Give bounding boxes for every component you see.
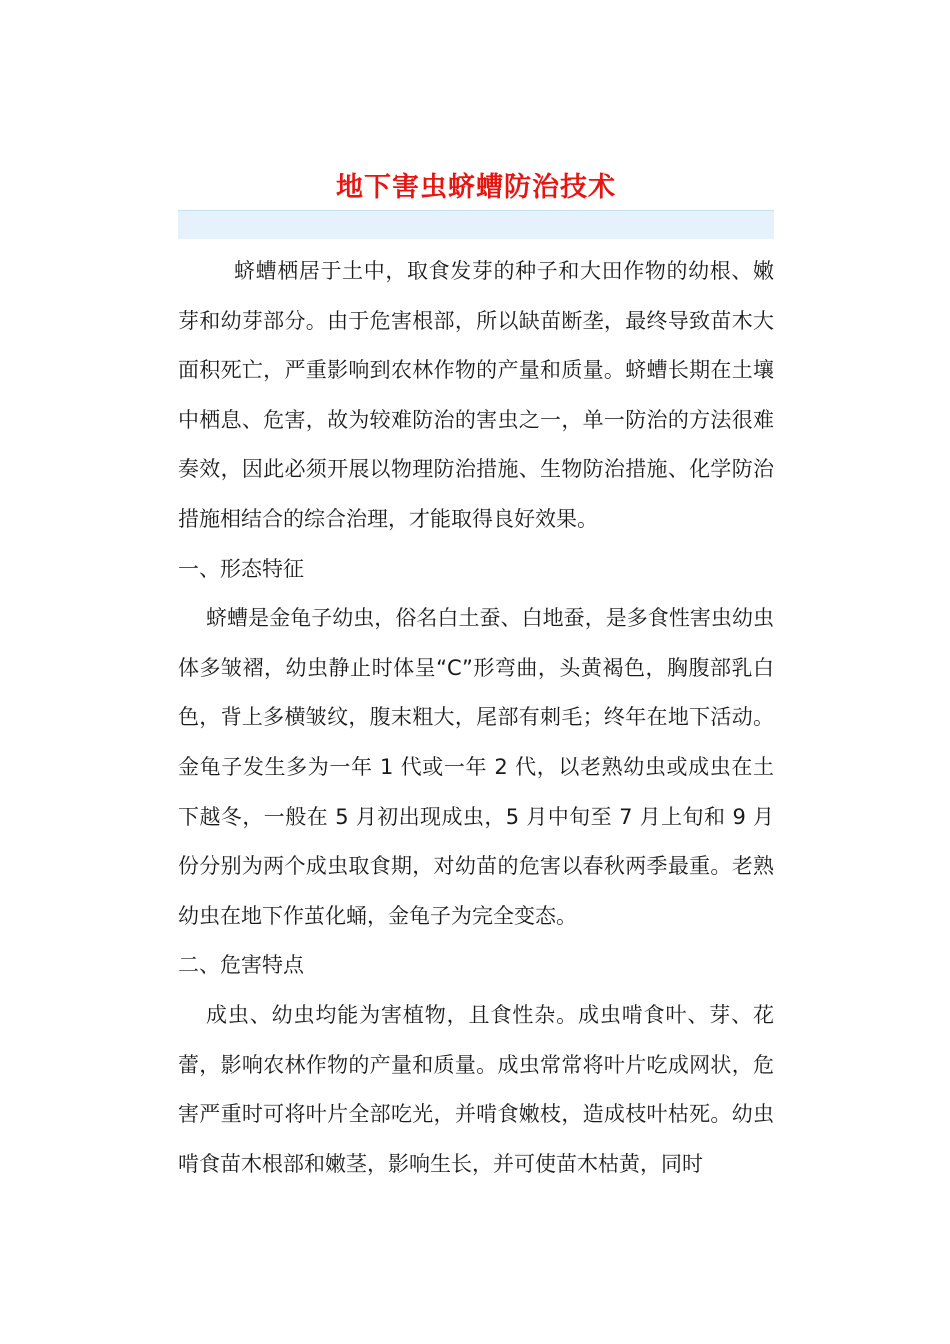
document-page [178, 168, 774, 1189]
document-title: 地下害虫蛴螬防治技术 [336, 172, 616, 203]
intro-paragraph: 蛴螬栖居于土中，取食发芽的种子和大田作物的幼根、嫩芽和幼芽部分。由于危害根部，所以缺苗断垄，最终导致苗木大面积死亡，严重影响到农林作物的产量和质量。蛴螬长期在土壤中栖息、危害，故为较难防治的害虫之一，单一防治的方法很难奏效，因此必须开展以物理防治措施、生物防治措施、化学防治措施相结合的综合治理，才能取得良好效果。 [178, 259, 774, 531]
document-body [178, 247, 774, 1189]
section-heading-damage: 二、危害特点 [178, 953, 304, 978]
title-underline-band [178, 210, 774, 239]
damage-paragraph: 成虫、幼虫均能为害植物，且食性杂。成虫啃食叶、芽、花蕾，影响农林作物的产量和质量。成虫常常将叶片吃成网状，危害严重时可将叶片全部吃光，并啃食嫩枝，造成枝叶枯死。幼虫啃食苗木根部和嫩茎，影响生长，并可使苗木枯黄，同时 [178, 1002, 774, 1176]
morphology-paragraph: 蛴螬是金龟子幼虫，俗名白土蚕、白地蚕，是多食性害虫幼虫体多皱褶，幼虫静止时体呈“C”形弯曲，头黄褐色，胸腹部乳白色，背上多横皱纹，腹末粗大，尾部有刺毛；终年在地下活动。金龟子发生多为一年 1 代或一年 2 代，以老熟幼虫或成虫在土下越冬，一般在 5 月初出现成虫，5 月中旬至 7 月上旬和 9 月份分别为两个成虫取食期，对幼苗的危害以春秋两季最重。老熟幼虫在地下作茧化蛹，金龟子为完全变态。 [178, 606, 774, 928]
section-heading-morphology: 一、形态特征 [178, 556, 304, 581]
